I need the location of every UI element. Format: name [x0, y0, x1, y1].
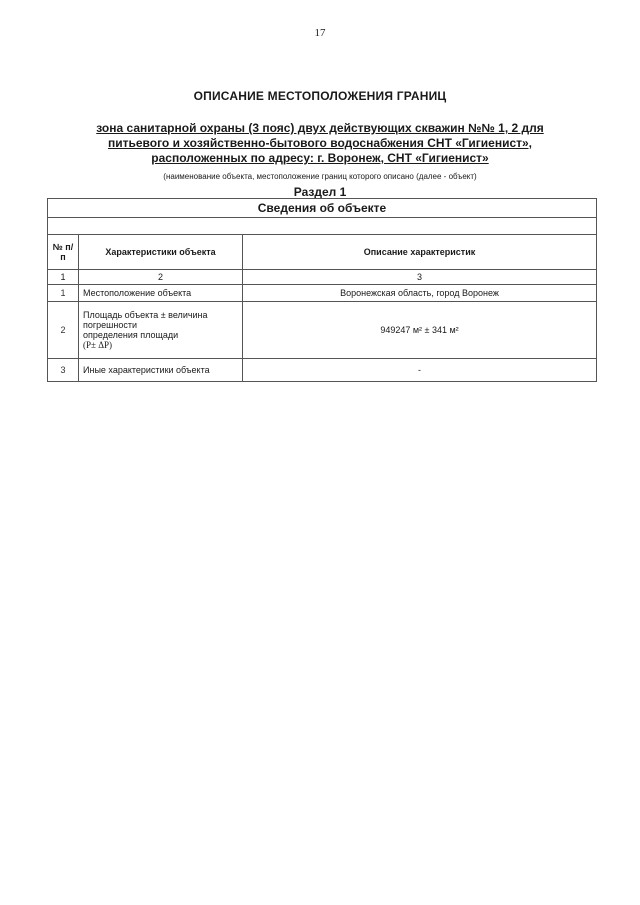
row-number: 1: [48, 285, 79, 302]
column-header-characteristic: Характеристики объекта: [79, 235, 243, 270]
row-description: Воронежская область, город Воронеж: [243, 285, 597, 302]
column-number-3: 3: [243, 270, 597, 285]
row-description: -: [243, 359, 597, 382]
row-characteristic: Иные характеристики объекта: [79, 359, 243, 382]
row-characteristic-line: Площадь объекта ± величина: [83, 310, 208, 320]
row-characteristic-line: погрешности: [83, 320, 138, 330]
row-description: 949247 м² ± 341 м²: [243, 302, 597, 359]
table-heading: Сведения об объекте: [48, 199, 597, 218]
table-spacer-cell: [48, 218, 597, 235]
object-name-line-1: зона санитарной охраны (3 пояс) двух действующих скважин №№ 1, 2 для: [96, 121, 544, 135]
row-characteristic-line: определения площади: [83, 330, 179, 340]
object-name-caption: (наименование объекта, местоположение границ которого описано (далее - объект): [163, 172, 477, 181]
column-header-number: № п/п: [48, 235, 79, 270]
document-title: ОПИСАНИЕ МЕСТОПОЛОЖЕНИЯ ГРАНИЦ: [193, 89, 447, 103]
object-name-line-2: питьевого и хозяйственно-бытового водоснабжения СНТ «Гигиенист»,: [107, 136, 533, 150]
column-header-row: [48, 235, 597, 270]
column-number-row: [48, 270, 597, 285]
column-header-description: Описание характеристик: [243, 235, 597, 270]
page-number: 17: [314, 27, 326, 39]
table-row: [48, 302, 597, 359]
object-name: [70, 121, 570, 166]
table-spacer-row: [48, 218, 597, 235]
table-heading-row: [48, 199, 597, 218]
column-number-2: 2: [79, 270, 243, 285]
section-title: Раздел 1: [293, 185, 347, 199]
row-characteristic-line: (P± ΔP): [83, 340, 112, 350]
table-row: [48, 359, 597, 382]
row-number: 2: [48, 302, 79, 359]
row-number: 3: [48, 359, 79, 382]
object-info-table: [47, 198, 597, 382]
row-characteristic: [79, 302, 243, 359]
column-number-1: 1: [48, 270, 79, 285]
table-row: [48, 285, 597, 302]
object-name-line-3: расположенных по адресу: г. Воронеж, СНТ «Гигиенист»: [151, 151, 489, 165]
row-characteristic: Местоположение объекта: [79, 285, 243, 302]
